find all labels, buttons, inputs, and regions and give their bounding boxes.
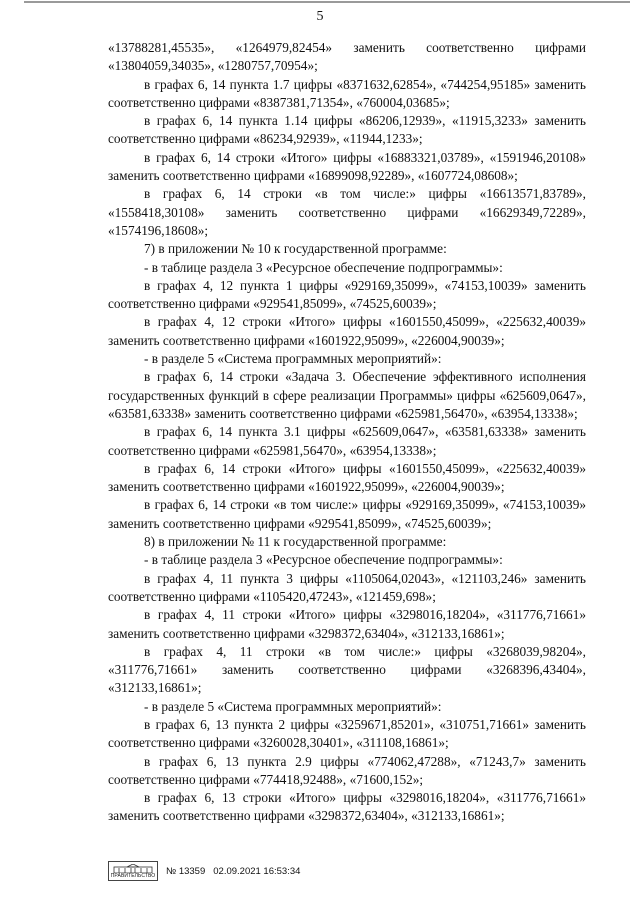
paragraph: - в разделе 5 «Система программных мероприятий»:	[144, 351, 442, 367]
paragraph: - в таблице раздела 3 «Ресурсное обеспечение подпрограммы»:	[144, 259, 503, 275]
registry-stamp	[108, 861, 158, 881]
paragraph: - в таблице раздела 3 «Ресурсное обеспечение подпрограммы»:	[144, 552, 503, 568]
paragraph: - в разделе 5 «Система программных мероприятий»:	[144, 698, 442, 714]
paragraph: в графах 6, 14 пункта 1.14 цифры «86206,12939», «11915,3233» заменить соответственно цифрами «86234,92939», «11944,1233»;	[108, 113, 586, 147]
paragraph: в графах 4, 11 строки «Итого» цифры «3298016,18204», «311776,71661» заменить соответственно цифрами «3298372,63404», «312133,16861»;	[108, 607, 586, 641]
page-number: 5	[316, 9, 324, 24]
building-icon	[113, 864, 153, 873]
paragraph: в графах 6, 14 строки «Итого» цифры «1601550,45099», «225632,40039» заменить соответственно цифрами «1601922,95099», «226004,90039»;	[108, 460, 586, 495]
document-number: № 13359	[166, 865, 206, 877]
paragraph: в графах 6, 14 строки «Задача 3. Обеспечение эффективного исполнения государственных функций в сфере реализации Программы» цифры «625609,0647», «63581,63338» заменить соответственно цифрами «625981,56470», «63954,13338»;	[108, 369, 586, 421]
paragraph: в графах 4, 12 строки «Итого» цифры «1601550,45099», «225632,40039» заменить соответственно цифрами «1601922,95099», «226004,90039»;	[108, 314, 586, 348]
document-body	[108, 39, 586, 826]
paragraph: в графах 6, 13 строки «Итого» цифры «3298016,18204», «311776,71661» заменить соответственно цифрами «3298372,63404», «312133,16861»;	[108, 790, 586, 824]
timestamp: 02.09.2021 16:53:34	[213, 865, 301, 877]
paragraph: в графах 6, 14 строки «в том числе:» цифры «16613571,83789», «1558418,30108» заменить соответственно цифрами «16629349,72289», «1574196,18608»;	[108, 186, 586, 238]
paragraph: в графах 6, 14 пункта 3.1 цифры «625609,0647», «63581,63338» заменить соответственно цифрами «625981,56470», «63954,13338»;	[108, 424, 586, 458]
paragraph: в графах 6, 14 строки «в том числе:» цифры «929169,35099», «74153,10039» заменить соответственно цифрами «929541,85099», «74525,60039»;	[108, 497, 586, 531]
stamp-text: ПРАВИТЕЛЬСТВО	[110, 872, 156, 879]
paragraph: в графах 6, 13 пункта 2.9 цифры «774062,47288», «71243,7» заменить соответственно цифрами «774418,92488», «71600,152»;	[108, 753, 586, 787]
paragraph: в графах 6, 13 пункта 2 цифры «3259671,85201», «310751,71661» заменить соответственно цифрами «3260028,30401», «311108,16861»;	[108, 716, 586, 751]
scan-top-edge	[24, 1, 630, 3]
paragraph: в графах 4, 11 строки «в том числе:» цифры «3268039,98204», «311776,71661» заменить соответственно цифрами «3268396,43404», «312133,16861»;	[108, 643, 586, 696]
paragraph: 7) в приложении № 10 к государственной программе:	[144, 241, 447, 257]
paragraph: в графах 6, 14 пункта 1.7 цифры «8371632,62854», «744254,95185» заменить соответственно цифрами «8387381,71354», «760004,03685»;	[108, 76, 586, 110]
paragraph: 8) в приложении № 11 к государственной программе:	[144, 534, 447, 550]
paragraph: в графах 6, 14 строки «Итого» цифры «16883321,03789», «1591946,20108» заменить соответственно цифрами «16899098,92289», «1607724,08608»;	[108, 149, 586, 184]
footer	[108, 861, 300, 881]
paragraph: в графах 4, 11 пункта 3 цифры «1105064,02043», «121103,246» заменить соответственно цифрами «1105420,47243», «121459,698»;	[108, 570, 586, 604]
paragraph: «13788281,45535», «1264979,82454» заменить соответственно цифрами «13804059,34035», «1280757,70954»;	[108, 40, 586, 74]
paragraph: в графах 4, 12 пункта 1 цифры «929169,35099», «74153,10039» заменить соответственно цифрами «929541,85099», «74525,60039»;	[108, 277, 586, 312]
